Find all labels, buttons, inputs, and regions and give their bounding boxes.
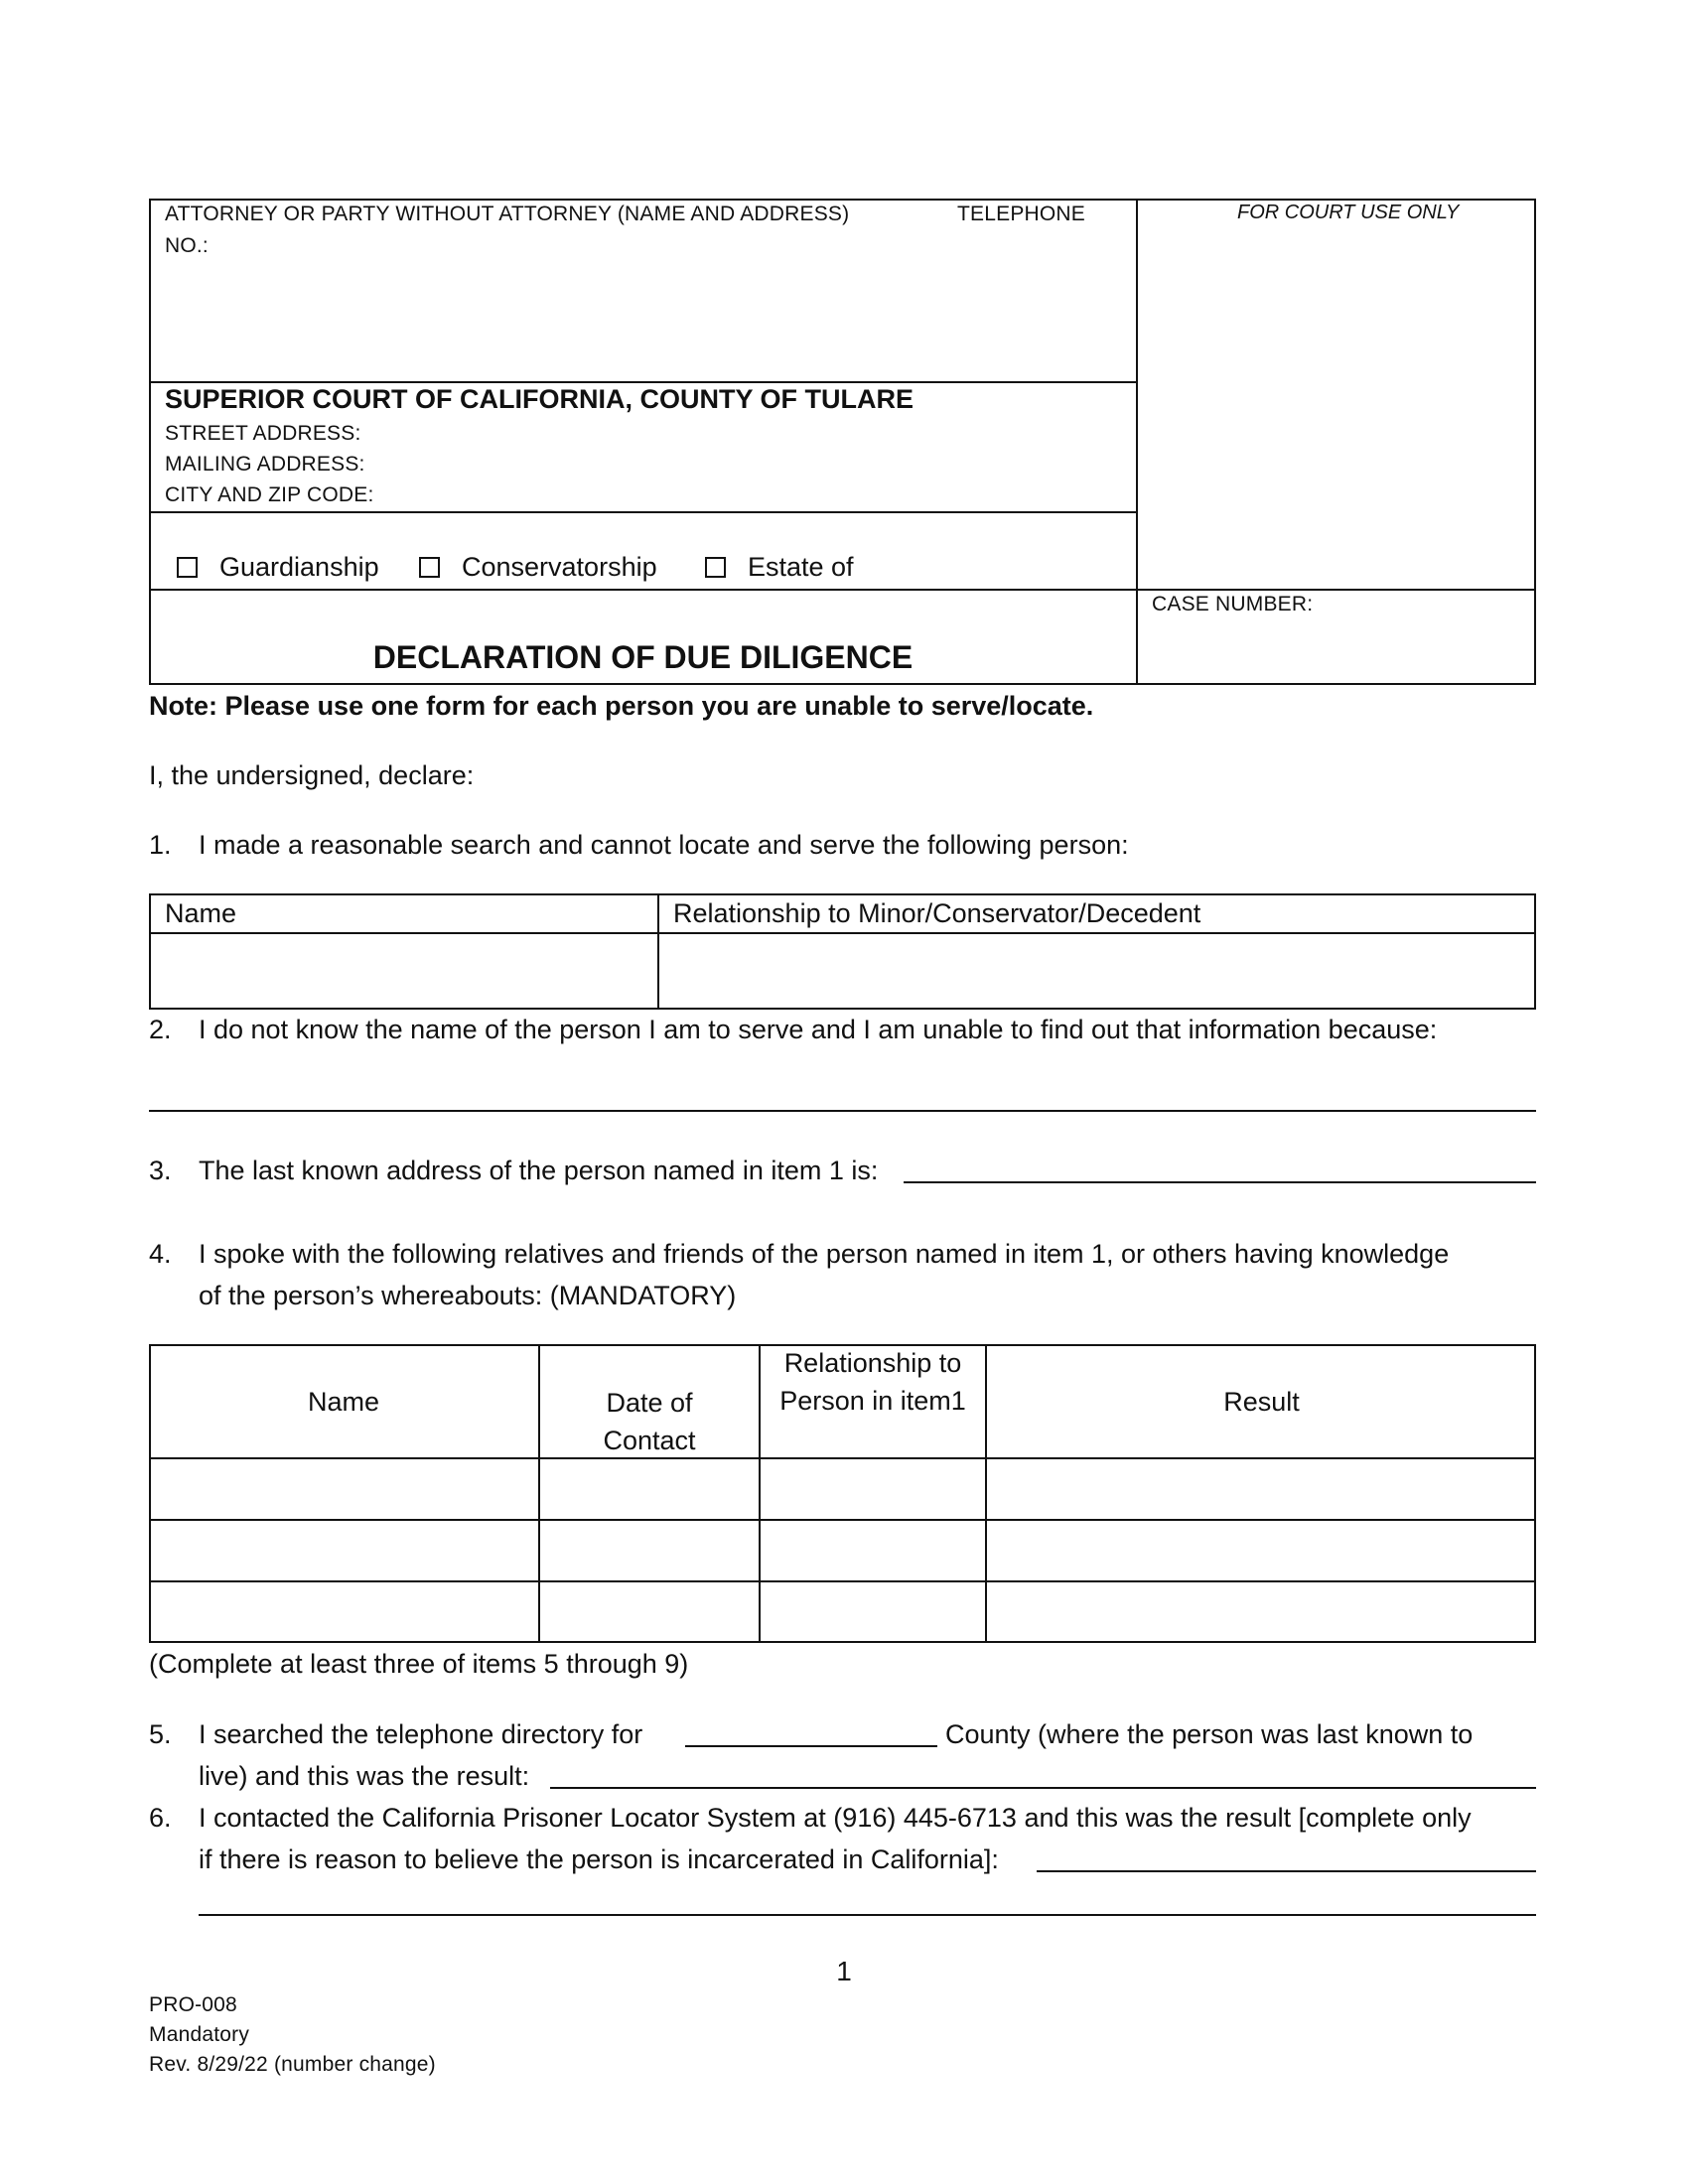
item4-row3-result[interactable] [989,1584,1532,1640]
item4-row1-relationship[interactable] [763,1461,981,1517]
item4-row2-relationship[interactable] [763,1523,981,1578]
form-code: PRO-008 [149,1993,237,2016]
item4-row3-relationship[interactable] [763,1584,981,1640]
item4-row1-result[interactable] [989,1461,1532,1517]
caption-vertical-divider [1136,199,1138,685]
attorney-input[interactable] [165,266,1118,373]
telephone-label: TELEPHONE [957,203,1085,225]
declare-line: I, the undersigned, declare: [149,760,475,790]
item1-number: 1. [149,830,172,860]
item4-row3-date[interactable] [542,1584,755,1640]
page-number: 1 [836,1956,852,1986]
item1-header-name: Name [165,898,237,928]
item5-result-line[interactable] [550,1787,1536,1789]
item4-header-date [540,1346,759,1457]
checkbox-conservatorship[interactable] [419,552,657,583]
item3-address-line[interactable] [904,1181,1536,1183]
item4-table-row-line-1 [149,1519,1536,1521]
item4-number: 4. [149,1239,172,1269]
estate-of-label: Estate of [748,552,854,582]
court-name: SUPERIOR COURT OF CALIFORNIA, COUNTY OF TULARE [165,384,914,414]
item6-line1: I contacted the California Prisoner Locator System at (916) 445-6713 and this was the result [complete only [199,1803,1472,1833]
item4-header-rel-line2: Person in item1 [779,1386,966,1416]
guardianship-label: Guardianship [219,552,379,582]
item4-header-relationship [761,1346,985,1457]
item4-row2-date[interactable] [542,1523,755,1578]
item4-header-rel-line1: Relationship to [783,1348,962,1378]
item3-text: The last known address of the person named in item 1 is: [199,1156,879,1185]
conservatorship-label: Conservatorship [462,552,657,582]
item4-line2: of the person’s whereabouts: (MANDATORY) [199,1281,737,1310]
court-use-area [1142,234,1529,582]
form-status: Mandatory [149,2023,250,2046]
item6-result-line[interactable] [1037,1870,1536,1872]
item1-name-input[interactable] [153,936,653,1006]
case-number-label: CASE NUMBER: [1152,593,1314,615]
item4-row3-name[interactable] [153,1584,534,1640]
city-zip-label: CITY AND ZIP CODE: [165,483,374,506]
caption-divider-3 [149,589,1536,591]
complete-note: (Complete at least three of items 5 through 9) [149,1649,689,1679]
checkbox-icon [705,557,726,578]
item4-row1-date[interactable] [542,1461,755,1517]
item4-row2-result[interactable] [989,1523,1532,1578]
item2-answer-line[interactable] [149,1110,1536,1112]
item5-part2: County (where the person was last known to [945,1719,1474,1749]
item4-header-date-line2: Contact [603,1426,696,1455]
item5-county-line[interactable] [685,1745,937,1747]
item4-row1-name[interactable] [153,1461,534,1517]
mailing-address-label: MAILING ADDRESS: [165,453,365,476]
case-number-input[interactable] [1152,623,1524,679]
revision: Rev. 8/29/22 (number change) [149,2053,436,2076]
checkbox-icon [177,557,198,578]
item4-table-row-line-2 [149,1580,1536,1582]
no-label: NO.: [165,234,209,257]
court-use-label: FOR COURT USE ONLY [1237,202,1460,223]
item2-text: I do not know the name of the person I am to serve and I am unable to find out that information because: [199,1015,1438,1044]
item2-number: 2. [149,1015,172,1044]
item6-continuation-line[interactable] [199,1914,1536,1916]
street-address-label: STREET ADDRESS: [165,422,361,445]
checkbox-guardianship[interactable] [177,552,379,583]
note: Note: Please use one form for each person you are unable to serve/locate. [149,691,1094,721]
item1-header-relationship: Relationship to Minor/Conservator/Decedent [673,898,1201,928]
item6-number: 6. [149,1803,172,1833]
item1-relationship-input[interactable] [661,936,1532,1006]
item4-header-result: Result [1223,1387,1300,1417]
item5-part1: I searched the telephone directory for [199,1719,643,1749]
item5-line2: live) and this was the result: [199,1761,530,1791]
item4-header-date-line1: Date of [606,1388,693,1418]
item1-text: I made a reasonable search and cannot locate and serve the following person: [199,830,1129,860]
item3-number: 3. [149,1156,172,1185]
item5-number: 5. [149,1719,172,1749]
caption-divider-1 [149,381,1137,383]
item4-line1: I spoke with the following relatives and friends of the person named in item 1, or others having knowledge [199,1239,1450,1269]
checkbox-icon [419,557,440,578]
item4-row2-name[interactable] [153,1523,534,1578]
item1-table-col-divider [657,893,659,1010]
checkbox-estate-of[interactable] [705,552,854,583]
form-title: DECLARATION OF DUE DILIGENCE [372,639,914,675]
attorney-label: ATTORNEY OR PARTY WITHOUT ATTORNEY (NAME AND ADDRESS) [165,203,850,225]
caption-divider-2 [149,511,1137,513]
item4-header-name: Name [307,1387,380,1417]
item6-line2: if there is reason to believe the person is incarcerated in California]: [199,1844,999,1874]
item4-table-header-line [149,1457,1536,1459]
